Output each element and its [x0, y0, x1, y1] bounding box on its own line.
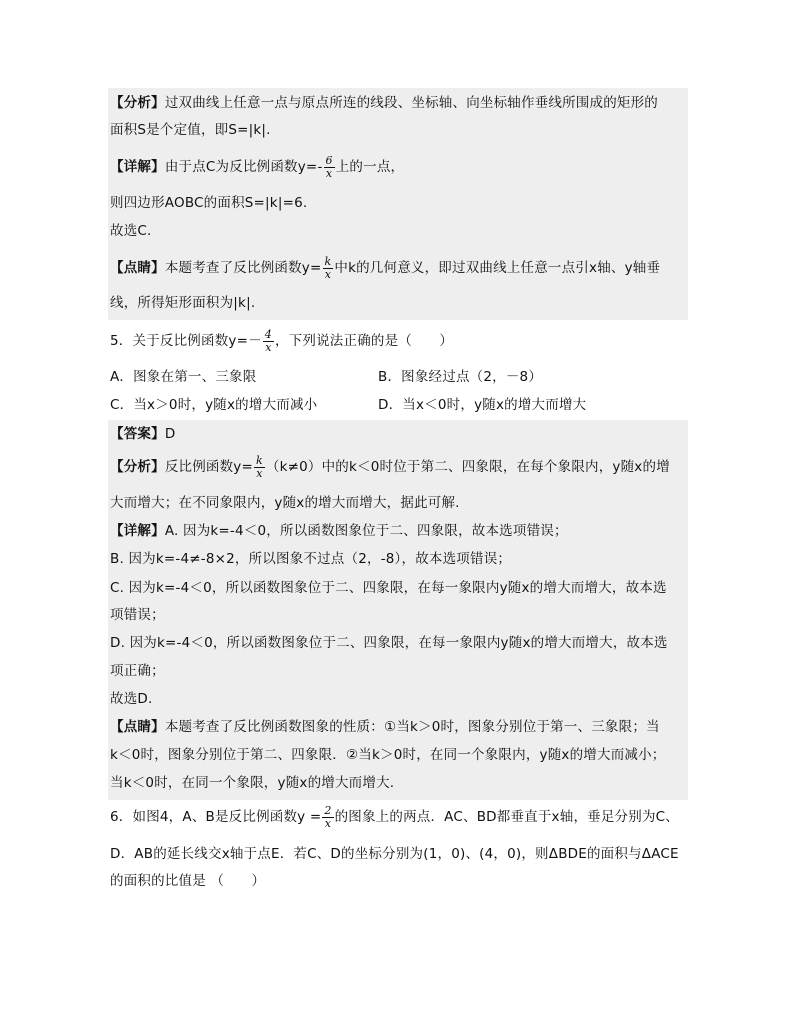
fraction-6-over-x: $\frac{6}{x}$	[325, 153, 333, 180]
detail4-line2: 则四边形AOBC的面积S=|k|=6.	[110, 195, 308, 211]
analysis-tag: 【分析】	[110, 459, 165, 475]
detail5-line-c2: 项错误；	[110, 607, 165, 623]
option-a: A．图象在第一、三象限	[110, 369, 257, 385]
detail4-line1: 【详解】由于点C为反比例函数y=- $\frac{6}{x}$ 上的一点，	[110, 153, 405, 180]
comment5-line3: 当k＜0时，在同一个象限，y随x的增大而增大.	[110, 775, 395, 791]
comment4-line2: 线，所得矩形面积为|k|.	[110, 295, 256, 311]
analysis4-line1: 【分析】过双曲线上任意一点与原点所连的线段、坐标轴、向坐标轴作垂线所围成的矩形的	[110, 95, 659, 111]
analysis5-line1: 【分析】反比例函数y= $\frac{k}{x}$ （k≠0）中的k＜0时位于第二、四象限，在每个象限内，y随x的增	[110, 453, 670, 480]
comment4-line1: 【点睛】本题考查了反比例函数y= $\frac{k}{x}$ 中k的几何意义，即过双曲线上任意一点引x轴、y轴垂	[110, 254, 661, 281]
question5-options-ab	[110, 367, 688, 389]
question6-stem: 6．如图4，A、B是反比例函数y = $\frac{2}{x}$ 的图象上的两点．AC、BD都垂直于x轴，垂足分别为C、	[110, 803, 679, 830]
detail5-line-d1: D. 因为k=-4＜0，所以函数图象位于二、四象限，在每一象限内y随x的增大而增大，故本选	[110, 635, 668, 651]
fraction-2-over-x: $\frac{2}{x}$	[324, 803, 332, 830]
analysis-tag: 【分析】	[110, 95, 165, 111]
detail5-choose: 故选D.	[110, 691, 153, 707]
detail4-line3: 故选C.	[110, 223, 152, 239]
comment-tag: 【点睛】	[110, 719, 165, 735]
detail-tag: 【详解】	[110, 523, 165, 539]
detail-tag: 【详解】	[110, 159, 165, 175]
analysis5-line2: 大而增大；在不同象限内，y随x的增大而增大，据此可解.	[110, 495, 460, 511]
analysis4-line2: 面积S是个定值，即S=|k|.	[110, 122, 271, 138]
question5-stem: 5．关于反比例函数y=－ $\frac{4}{x}$ ，下列说法正确的是（ ）	[110, 327, 454, 354]
question6-line2: D．AB的延长线交x轴于点E．若C、D的坐标分别为(1，0)、(4，0)，则ΔBDE的面积与ΔACE	[110, 846, 679, 862]
answer-tag: 【答案】	[110, 426, 165, 442]
detail5-line-a: 【详解】A. 因为k=-4＜0，所以函数图象位于二、四象限，故本选项错误；	[110, 523, 568, 539]
comment5-line2: k＜0时，图象分别位于第二、四象限．②当k＞0时，在同一个象限内，y随x的增大而减小；	[110, 747, 666, 763]
fraction-k-over-x: $\frac{k}{x}$	[324, 254, 332, 281]
comment5-line1: 【点睛】本题考查了反比例函数图象的性质：①当k＞0时，图象分别位于第一、三象限；当	[110, 719, 660, 735]
question5-options-cd	[110, 395, 688, 417]
question6-line3: 的面积的比值是 （ ）	[110, 873, 266, 889]
option-d: D．当x＜0时，y随x的增大而增大	[378, 397, 587, 413]
comment-tag: 【点睛】	[110, 260, 165, 276]
option-c: C．当x＞0时，y随x的增大而减小	[110, 397, 318, 413]
fraction-k-over-x: $\frac{k}{x}$	[256, 453, 263, 480]
option-b: B．图象经过点（2，－8）	[378, 369, 543, 385]
detail5-line-d2: 项正确；	[110, 663, 165, 679]
detail5-line-b: B. 因为k=-4≠-8×2，所以图象不过点（2，-8），故本选项错误；	[110, 551, 512, 567]
fraction-4-over-x: $\frac{4}{x}$	[264, 327, 272, 354]
answer5-line: 【答案】D	[110, 426, 176, 442]
detail5-line-c1: C. 因为k=-4＜0，所以函数图象位于二、四象限，在每一象限内y随x的增大而增大，故本选	[110, 580, 667, 596]
